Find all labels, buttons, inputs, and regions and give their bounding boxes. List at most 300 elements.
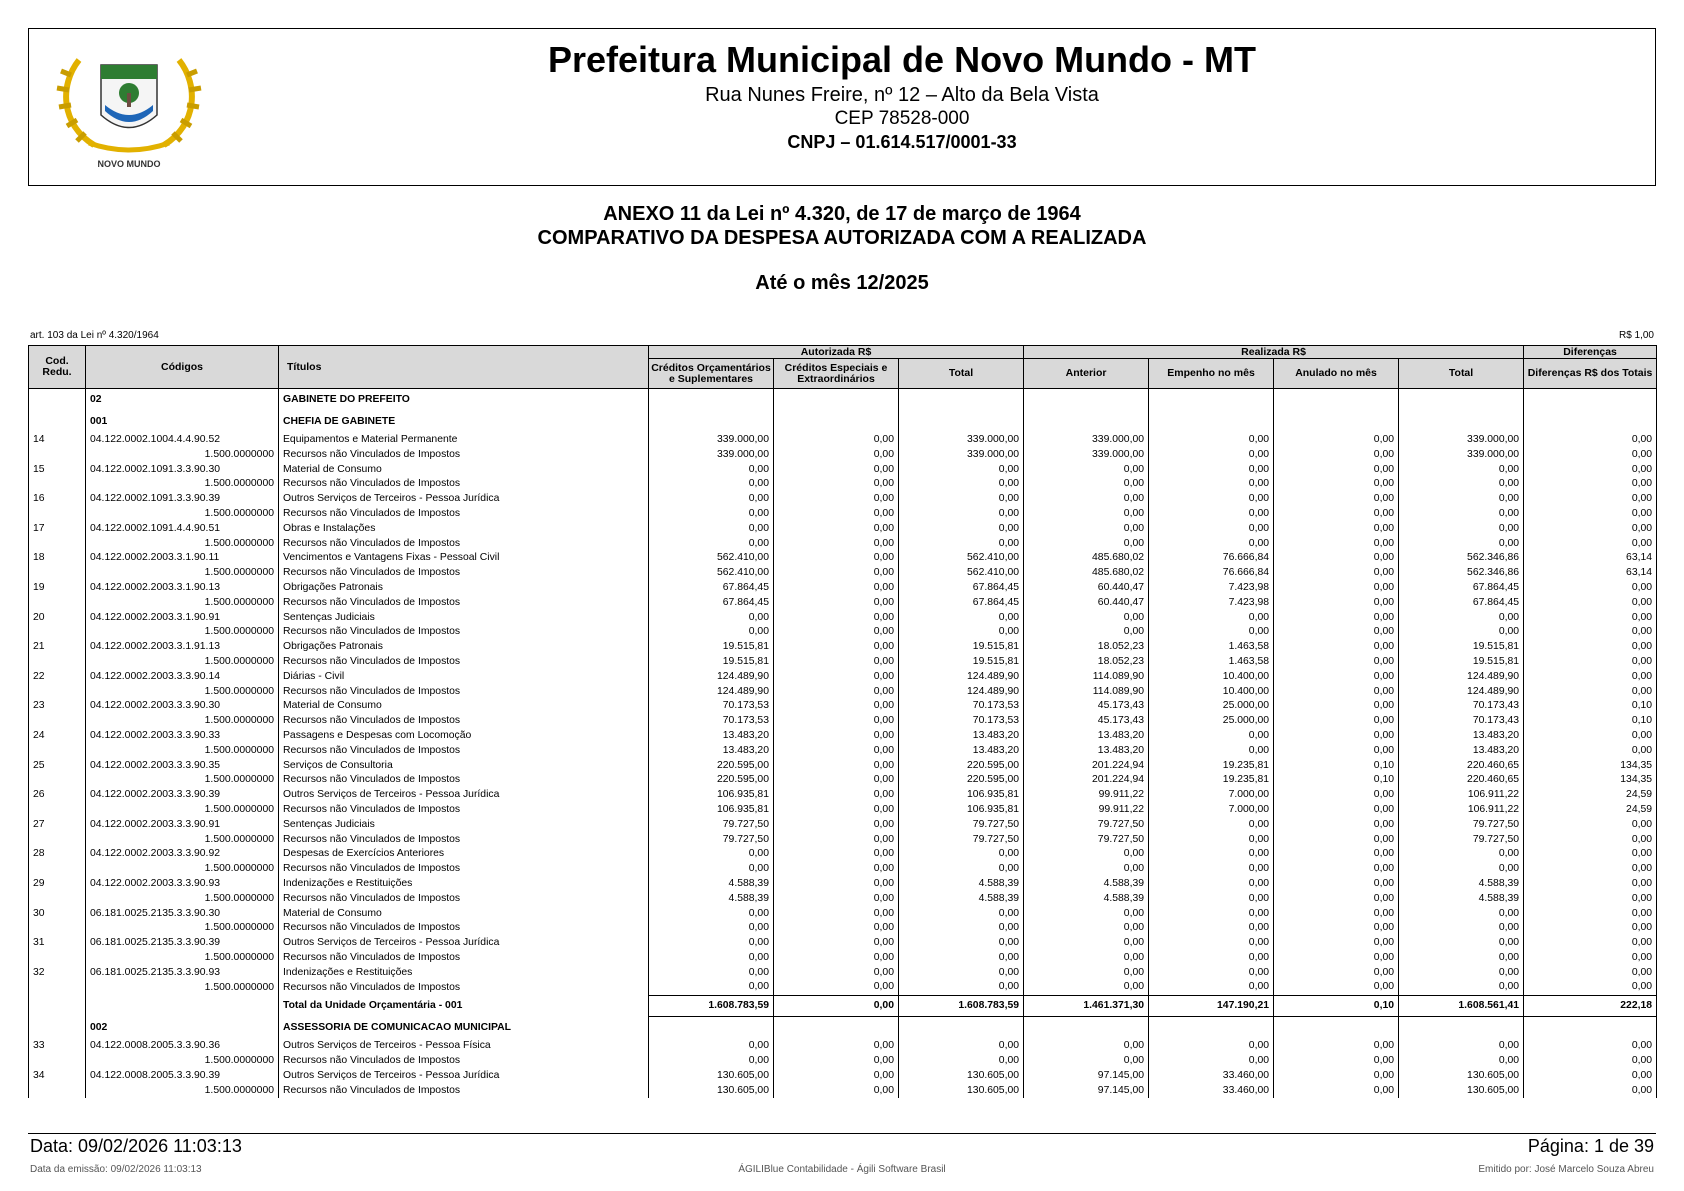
cell-value: 13.483,20 xyxy=(899,744,1024,759)
cell-code: 1.500.0000000 xyxy=(86,773,279,788)
cell-value: 1.608.783,59 xyxy=(649,996,774,1017)
cell-value: 13.483,20 xyxy=(899,729,1024,744)
cell-value: 0,00 xyxy=(1524,818,1657,833)
cnpj: CNPJ – 01.614.517/0001-33 xyxy=(787,132,1017,152)
cell-value: 106.935,81 xyxy=(649,803,774,818)
cell-value: 0,00 xyxy=(1149,966,1274,981)
cell-value: 0,00 xyxy=(1274,1054,1399,1069)
cell-value: 0,00 xyxy=(774,714,899,729)
cell-value: 339.000,00 xyxy=(649,448,774,463)
cell-value xyxy=(1024,1017,1149,1040)
cell-cod: 19 xyxy=(29,581,86,596)
report-subtitle: COMPARATIVO DA DESPESA AUTORIZADA COM A REALIZADA xyxy=(537,227,1147,249)
cell-cod: 23 xyxy=(29,699,86,714)
cell-value: 0,00 xyxy=(1149,833,1274,848)
cell-value: 0,00 xyxy=(1024,966,1149,981)
cell-value: 13.483,20 xyxy=(1024,744,1149,759)
cell-cod xyxy=(29,1017,86,1040)
cell-value: 63,14 xyxy=(1524,566,1657,581)
cell-value xyxy=(899,1017,1024,1040)
cell-value: 18.052,23 xyxy=(1024,640,1149,655)
cell-value: 79.727,50 xyxy=(649,818,774,833)
cell-cod xyxy=(29,892,86,907)
cell-value: 0,00 xyxy=(1524,966,1657,981)
cell-code: 1.500.0000000 xyxy=(86,803,279,818)
cell-value: 0,00 xyxy=(774,670,899,685)
cell-value: 0,00 xyxy=(1149,448,1274,463)
cell-cod: 26 xyxy=(29,788,86,803)
cell-value: 7.423,98 xyxy=(1149,596,1274,611)
cell-value: 0,00 xyxy=(1524,507,1657,522)
cell-title: Sentenças Judiciais xyxy=(279,611,649,626)
cell-value: 339.000,00 xyxy=(1399,448,1524,463)
cell-value: 70.173,43 xyxy=(1399,714,1524,729)
cell-title: GABINETE DO PREFEITO xyxy=(279,389,649,412)
cell-value: 114.089,90 xyxy=(1024,670,1149,685)
cell-cod xyxy=(29,566,86,581)
cell-value: 0,00 xyxy=(1274,1069,1399,1084)
cell-value: 201.224,94 xyxy=(1024,759,1149,774)
header-box xyxy=(28,28,1656,186)
cell-value xyxy=(649,1017,774,1040)
cell-value: 562.410,00 xyxy=(649,566,774,581)
cell-value: 0,00 xyxy=(899,477,1024,492)
cell-title: Recursos não Vinculados de Impostos xyxy=(279,448,649,463)
cell-value: 0,00 xyxy=(1274,611,1399,626)
cell-value: 0,00 xyxy=(1024,862,1149,877)
cell-value xyxy=(774,411,899,433)
cell-value: 0,00 xyxy=(649,847,774,862)
cell-title: Outros Serviços de Terceiros - Pessoa Jurídica xyxy=(279,1069,649,1084)
cell-value: 0,00 xyxy=(1524,581,1657,596)
cell-title: Recursos não Vinculados de Impostos xyxy=(279,625,649,640)
cell-code: 1.500.0000000 xyxy=(86,744,279,759)
cell-value: 1.463,58 xyxy=(1149,640,1274,655)
cell-value: 0,00 xyxy=(649,1054,774,1069)
cell-value: 0,00 xyxy=(649,477,774,492)
cell-value: 0,00 xyxy=(774,847,899,862)
cell-value: 0,00 xyxy=(1149,877,1274,892)
table-row xyxy=(29,1039,1657,1054)
resource-row xyxy=(29,507,1657,522)
cell-value: 0,00 xyxy=(899,463,1024,478)
cell-code: 06.181.0025.2135.3.3.90.30 xyxy=(86,907,279,922)
cell-value: 220.595,00 xyxy=(899,773,1024,788)
cell-value: 0,00 xyxy=(774,611,899,626)
cell-value: 19.235,81 xyxy=(1149,759,1274,774)
cell-value: 0,00 xyxy=(1524,655,1657,670)
cell-value: 562.410,00 xyxy=(649,551,774,566)
cell-cod xyxy=(29,744,86,759)
cell-value: 0,00 xyxy=(1524,1054,1657,1069)
cell-value: 339.000,00 xyxy=(899,433,1024,448)
currency-unit: R$ 1,00 xyxy=(1618,330,1654,341)
cell-value: 130.605,00 xyxy=(649,1084,774,1099)
cell-value: 0,00 xyxy=(649,507,774,522)
cell-value: 0,00 xyxy=(1274,581,1399,596)
cell-value: 124.489,90 xyxy=(649,685,774,700)
cell-title: Indenizações e Restituições xyxy=(279,966,649,981)
cell-value: 0,00 xyxy=(649,1039,774,1054)
cell-code: 1.500.0000000 xyxy=(86,951,279,966)
cell-value xyxy=(899,389,1024,412)
cell-code: 04.122.0002.2003.3.3.90.93 xyxy=(86,877,279,892)
cell-value: 1.461.371,30 xyxy=(1024,996,1149,1017)
cell-value: 0,00 xyxy=(1524,744,1657,759)
cell-value: 0,00 xyxy=(1149,611,1274,626)
cell-value: 0,00 xyxy=(1399,1039,1524,1054)
cep: CEP 78528-000 xyxy=(834,108,970,129)
cell-value: 147.190,21 xyxy=(1149,996,1274,1017)
cell-title: Recursos não Vinculados de Impostos xyxy=(279,951,649,966)
table-row xyxy=(29,551,1657,566)
cell-value: 0,00 xyxy=(1149,907,1274,922)
cell-value: 124.489,90 xyxy=(649,670,774,685)
resource-row xyxy=(29,537,1657,552)
cell-value: 0,00 xyxy=(1024,537,1149,552)
table-row xyxy=(29,463,1657,478)
cell-value: 0,00 xyxy=(774,655,899,670)
cell-value: 0,00 xyxy=(1524,1084,1657,1099)
cell-cod: 27 xyxy=(29,818,86,833)
cell-value: 0,00 xyxy=(1524,729,1657,744)
cell-value: 485.680,02 xyxy=(1024,566,1149,581)
cell-value: 4.588,39 xyxy=(1399,877,1524,892)
cell-cod xyxy=(29,803,86,818)
cell-title: Recursos não Vinculados de Impostos xyxy=(279,685,649,700)
cell-value: 19.515,81 xyxy=(1399,640,1524,655)
cell-value: 0,00 xyxy=(1274,1039,1399,1054)
cell-cod: 30 xyxy=(29,907,86,922)
cell-value: 0,00 xyxy=(1524,1069,1657,1084)
cell-value: 485.680,02 xyxy=(1024,551,1149,566)
cell-code: 04.122.0002.2003.3.3.90.39 xyxy=(86,788,279,803)
cell-cod xyxy=(29,477,86,492)
cell-cod xyxy=(29,655,86,670)
group-row xyxy=(29,1017,1657,1040)
cell-value: 201.224,94 xyxy=(1024,773,1149,788)
cell-code: 001 xyxy=(86,411,279,433)
cell-value: 220.460,65 xyxy=(1399,759,1524,774)
cell-cod: 21 xyxy=(29,640,86,655)
cell-value: 0,00 xyxy=(1524,537,1657,552)
cell-value: 0,00 xyxy=(774,522,899,537)
table-row xyxy=(29,936,1657,951)
cell-title: Recursos não Vinculados de Impostos xyxy=(279,921,649,936)
cell-value: 25.000,00 xyxy=(1149,699,1274,714)
cell-value: 0,00 xyxy=(1524,433,1657,448)
cell-cod xyxy=(29,596,86,611)
col-cred-orc: Créditos Orçamentários e Suplementares xyxy=(649,359,774,389)
cell-value: 0,00 xyxy=(1274,744,1399,759)
cell-value: 0,00 xyxy=(1149,492,1274,507)
cell-value: 0,00 xyxy=(1274,847,1399,862)
cell-value: 99.911,22 xyxy=(1024,803,1149,818)
cell-value: 114.089,90 xyxy=(1024,685,1149,700)
cell-value: 0,00 xyxy=(899,847,1024,862)
resource-row xyxy=(29,744,1657,759)
cell-value: 0,00 xyxy=(774,744,899,759)
cell-value: 0,00 xyxy=(1524,847,1657,862)
cell-cod: 28 xyxy=(29,847,86,862)
cell-value: 0,00 xyxy=(774,788,899,803)
cell-value: 339.000,00 xyxy=(649,433,774,448)
cell-value: 0,00 xyxy=(774,1084,899,1099)
cell-value: 79.727,50 xyxy=(649,833,774,848)
cell-value: 76.666,84 xyxy=(1149,551,1274,566)
cell-value: 0,00 xyxy=(1399,847,1524,862)
cell-value: 79.727,50 xyxy=(899,818,1024,833)
cell-value: 79.727,50 xyxy=(1399,818,1524,833)
table-row xyxy=(29,522,1657,537)
cell-value: 19.515,81 xyxy=(1399,655,1524,670)
cell-code: 04.122.0002.2003.3.1.90.13 xyxy=(86,581,279,596)
cell-value: 0,00 xyxy=(1524,625,1657,640)
resource-row xyxy=(29,448,1657,463)
resource-row xyxy=(29,1054,1657,1069)
footer-emission: Data da emissão: 09/02/2026 11:03:13 xyxy=(30,1164,202,1175)
cell-value: 0,00 xyxy=(1524,1039,1657,1054)
cell-value: 0,10 xyxy=(1524,714,1657,729)
cell-value: 0,00 xyxy=(1399,1054,1524,1069)
table-row xyxy=(29,966,1657,981)
cell-value: 0,00 xyxy=(774,492,899,507)
cell-title: Vencimentos e Vantagens Fixas - Pessoal Civil xyxy=(279,551,649,566)
cell-value: 130.605,00 xyxy=(899,1069,1024,1084)
cell-value: 0,00 xyxy=(1524,892,1657,907)
cell-title: Diárias - Civil xyxy=(279,670,649,685)
cell-code: 1.500.0000000 xyxy=(86,566,279,581)
cell-value: 0,00 xyxy=(1274,1084,1399,1099)
cell-value: 0,00 xyxy=(1149,980,1274,995)
cell-value: 0,00 xyxy=(1524,862,1657,877)
cell-value: 7.000,00 xyxy=(1149,803,1274,818)
cell-title: Material de Consumo xyxy=(279,699,649,714)
cell-value: 4.588,39 xyxy=(1399,892,1524,907)
cell-value: 0,00 xyxy=(899,907,1024,922)
cell-value: 13.483,20 xyxy=(1024,729,1149,744)
cell-value: 0,00 xyxy=(1024,477,1149,492)
footer-page: Página: 1 de 39 xyxy=(1527,1136,1654,1156)
cell-value: 0,00 xyxy=(1524,670,1657,685)
cell-cod xyxy=(29,951,86,966)
cell-value: 0,00 xyxy=(774,907,899,922)
resource-row xyxy=(29,921,1657,936)
cell-value: 0,00 xyxy=(774,596,899,611)
cell-value: 0,00 xyxy=(1149,537,1274,552)
cell-code: 1.500.0000000 xyxy=(86,1054,279,1069)
cell-code: 1.500.0000000 xyxy=(86,714,279,729)
cell-value: 0,00 xyxy=(899,951,1024,966)
cell-value: 0,00 xyxy=(1274,551,1399,566)
cell-value: 0,00 xyxy=(899,507,1024,522)
cell-code: 04.122.0002.2003.3.3.90.33 xyxy=(86,729,279,744)
cell-value: 0,00 xyxy=(1524,463,1657,478)
cell-code: 04.122.0002.2003.3.1.90.91 xyxy=(86,611,279,626)
cell-code: 06.181.0025.2135.3.3.90.39 xyxy=(86,936,279,951)
cell-cod: 34 xyxy=(29,1069,86,1084)
cell-value: 0,00 xyxy=(1149,625,1274,640)
cell-value: 0,00 xyxy=(1024,492,1149,507)
cell-value: 0,00 xyxy=(1274,729,1399,744)
group-realizada: Realizada R$ xyxy=(1024,346,1524,359)
cell-value: 0,00 xyxy=(1274,921,1399,936)
footer-software: ÁGILIBlue Contabilidade - Ágili Software Brasil xyxy=(738,1164,946,1175)
cell-value: 0,00 xyxy=(774,980,899,995)
address: Rua Nunes Freire, nº 12 – Alto da Bela Vista xyxy=(705,84,1099,106)
cell-value: 0,00 xyxy=(649,492,774,507)
cell-cod: 33 xyxy=(29,1039,86,1054)
resource-row xyxy=(29,685,1657,700)
cell-value: 70.173,53 xyxy=(899,699,1024,714)
cell-value: 13.483,20 xyxy=(1399,744,1524,759)
cell-value: 0,00 xyxy=(649,611,774,626)
cell-value: 0,00 xyxy=(1524,685,1657,700)
cell-value: 0,00 xyxy=(774,862,899,877)
table-row xyxy=(29,492,1657,507)
cell-value: 134,35 xyxy=(1524,759,1657,774)
cell-value: 0,00 xyxy=(1024,463,1149,478)
cell-value: 0,00 xyxy=(1399,463,1524,478)
cell-title: Recursos não Vinculados de Impostos xyxy=(279,1054,649,1069)
cell-value: 0,00 xyxy=(1524,951,1657,966)
table-row xyxy=(29,611,1657,626)
cell-code: 1.500.0000000 xyxy=(86,655,279,670)
cell-title: Recursos não Vinculados de Impostos xyxy=(279,892,649,907)
cell-value: 13.483,20 xyxy=(649,729,774,744)
cell-value: 0,00 xyxy=(649,537,774,552)
cell-code: 1.500.0000000 xyxy=(86,1084,279,1099)
cell-value: 0,00 xyxy=(1274,788,1399,803)
cell-cod xyxy=(29,921,86,936)
cell-value: 0,00 xyxy=(1399,862,1524,877)
cell-value xyxy=(649,389,774,412)
table-row xyxy=(29,581,1657,596)
cell-value: 4.588,39 xyxy=(649,877,774,892)
cell-value: 0,00 xyxy=(1399,507,1524,522)
resource-row xyxy=(29,951,1657,966)
cell-value: 0,00 xyxy=(1524,877,1657,892)
cell-title: Recursos não Vinculados de Impostos xyxy=(279,566,649,581)
cell-value: 79.727,50 xyxy=(1024,833,1149,848)
cell-value: 0,00 xyxy=(899,611,1024,626)
cell-value: 60.440,47 xyxy=(1024,581,1149,596)
cell-value: 0,00 xyxy=(649,907,774,922)
cell-value: 0,00 xyxy=(1524,921,1657,936)
cell-value: 0,00 xyxy=(774,966,899,981)
cell-value: 106.935,81 xyxy=(649,788,774,803)
cell-code: 04.122.0002.1091.3.3.90.30 xyxy=(86,463,279,478)
cell-cod: 25 xyxy=(29,759,86,774)
cell-value: 33.460,00 xyxy=(1149,1069,1274,1084)
footer-divider xyxy=(28,1133,1656,1134)
cell-value: 0,00 xyxy=(649,463,774,478)
cell-value: 0,00 xyxy=(774,921,899,936)
cell-value: 19.515,81 xyxy=(899,640,1024,655)
total-row xyxy=(29,996,1657,1017)
cell-value: 0,00 xyxy=(1274,951,1399,966)
cell-value: 0,00 xyxy=(1274,892,1399,907)
cell-value: 0,00 xyxy=(1274,492,1399,507)
cell-code: 04.122.0008.2005.3.3.90.36 xyxy=(86,1039,279,1054)
table-row xyxy=(29,699,1657,714)
cell-value: 0,00 xyxy=(774,759,899,774)
cell-value: 0,00 xyxy=(899,862,1024,877)
cell-value: 1.608.561,41 xyxy=(1399,996,1524,1017)
cell-value xyxy=(1274,389,1399,412)
cell-value: 0,00 xyxy=(1149,818,1274,833)
cell-cod xyxy=(29,773,86,788)
cell-value: 562.346,86 xyxy=(1399,566,1524,581)
cell-value: 124.489,90 xyxy=(899,670,1024,685)
cell-cod: 16 xyxy=(29,492,86,507)
cell-value: 130.605,00 xyxy=(1399,1069,1524,1084)
legal-reference: art. 103 da Lei nº 4.320/1964 xyxy=(30,330,159,341)
cell-cod xyxy=(29,537,86,552)
cell-title: Recursos não Vinculados de Impostos xyxy=(279,655,649,670)
cell-value: 0,00 xyxy=(1274,448,1399,463)
cell-code: 04.122.0002.2003.3.3.90.92 xyxy=(86,847,279,862)
cell-value: 220.460,65 xyxy=(1399,773,1524,788)
cell-value: 0,00 xyxy=(899,1039,1024,1054)
cell-value: 4.588,39 xyxy=(899,892,1024,907)
cell-value: 7.423,98 xyxy=(1149,581,1274,596)
cell-value: 562.410,00 xyxy=(899,551,1024,566)
cell-value: 0,00 xyxy=(649,862,774,877)
resource-row xyxy=(29,892,1657,907)
cell-cod xyxy=(29,685,86,700)
cell-value: 67.864,45 xyxy=(899,596,1024,611)
cell-value: 0,00 xyxy=(1274,522,1399,537)
table-row xyxy=(29,640,1657,655)
cell-code xyxy=(86,996,279,1017)
cell-value: 0,00 xyxy=(899,966,1024,981)
cell-code: 04.122.0002.2003.3.3.90.35 xyxy=(86,759,279,774)
cell-value: 0,00 xyxy=(1399,907,1524,922)
cell-value: 0,00 xyxy=(649,921,774,936)
cell-code: 04.122.0002.1004.4.4.90.52 xyxy=(86,433,279,448)
cell-cod: 32 xyxy=(29,966,86,981)
cell-value: 0,00 xyxy=(1274,936,1399,951)
col-cred-esp: Créditos Especiais e Extraordinários xyxy=(774,359,899,389)
table-row xyxy=(29,877,1657,892)
cell-value: 0,00 xyxy=(899,537,1024,552)
cell-title: Obras e Instalações xyxy=(279,522,649,537)
cell-value: 0,00 xyxy=(1274,803,1399,818)
cell-value xyxy=(649,411,774,433)
cell-code: 1.500.0000000 xyxy=(86,892,279,907)
cell-value: 0,00 xyxy=(1524,907,1657,922)
cell-value: 0,00 xyxy=(1024,936,1149,951)
cell-value: 19.235,81 xyxy=(1149,773,1274,788)
cell-title: Recursos não Vinculados de Impostos xyxy=(279,862,649,877)
cell-value: 0,00 xyxy=(1149,921,1274,936)
resource-row xyxy=(29,862,1657,877)
cell-value: 10.400,00 xyxy=(1149,670,1274,685)
cell-value: 0,00 xyxy=(1524,611,1657,626)
group-row xyxy=(29,411,1657,433)
cell-value: 25.000,00 xyxy=(1149,714,1274,729)
cell-title: Recursos não Vinculados de Impostos xyxy=(279,596,649,611)
cell-value: 0,00 xyxy=(1024,507,1149,522)
cell-cod xyxy=(29,507,86,522)
cell-value: 0,00 xyxy=(1149,1054,1274,1069)
cell-value: 222,18 xyxy=(1524,996,1657,1017)
cell-value: 0,00 xyxy=(1399,936,1524,951)
cell-value: 0,00 xyxy=(1149,433,1274,448)
col-total-realizada: Total xyxy=(1399,359,1524,389)
cell-value xyxy=(774,1017,899,1040)
